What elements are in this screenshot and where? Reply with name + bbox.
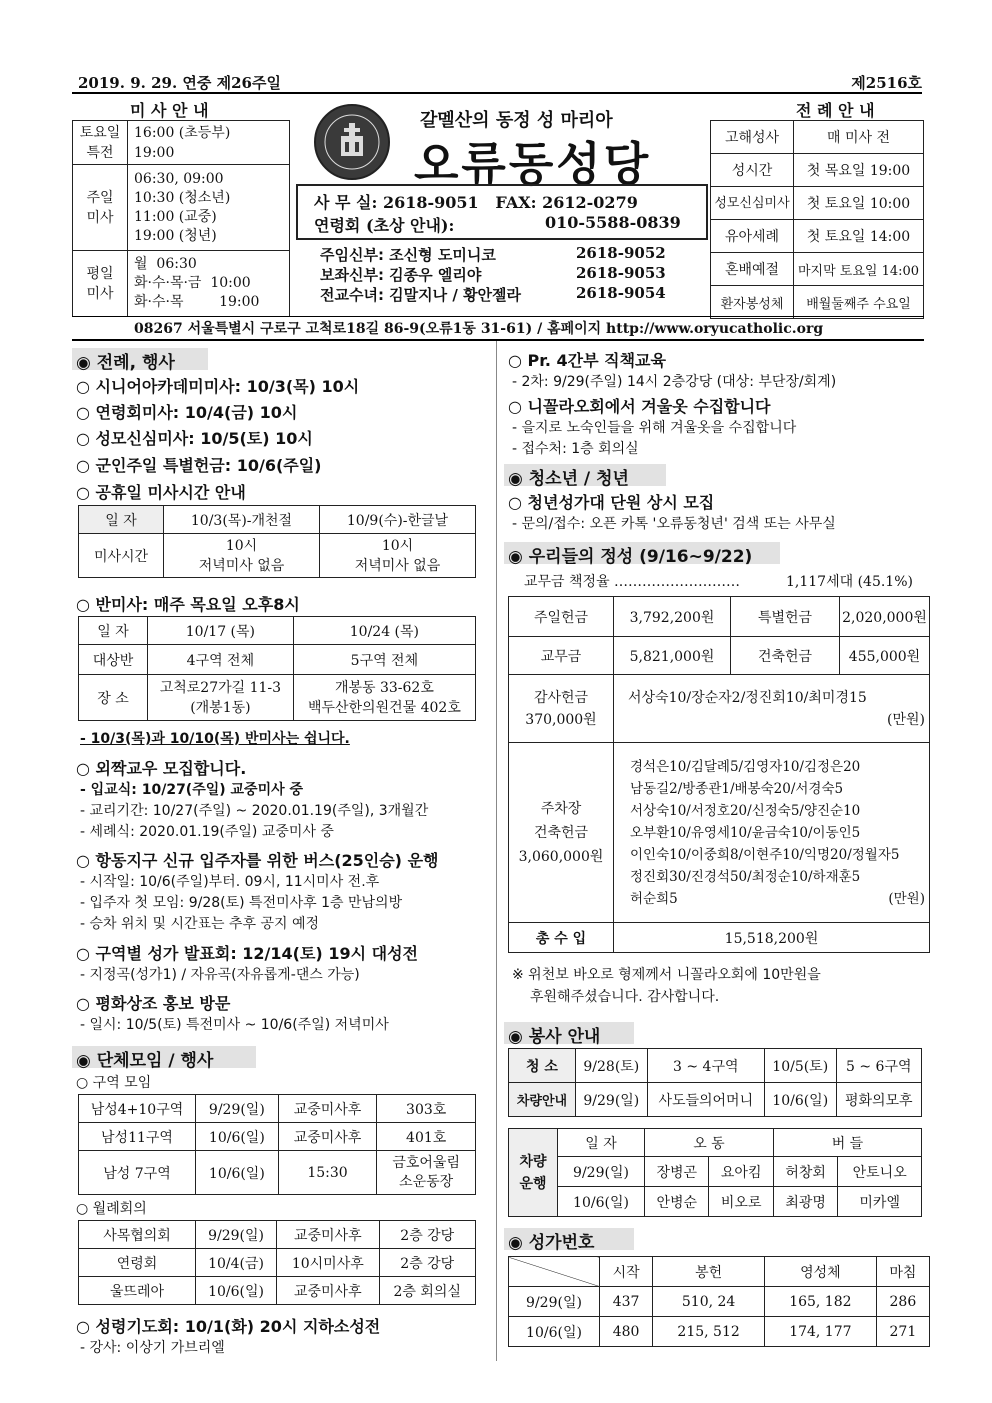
- section-youth: ◉ 청소년 / 청년: [508, 469, 629, 489]
- mass-title: 미 사 안 내: [130, 101, 209, 120]
- table-cell: 교중미사후: [278, 1095, 377, 1123]
- ban-note: - 10/3(목)과 10/10(목) 반미사는 쉽니다.: [80, 731, 350, 747]
- table-cell: 사목협의회: [79, 1221, 196, 1249]
- cell-line: 이인숙10/이중희8/이현주10/익명20/정월자5: [630, 846, 900, 863]
- table-cell: 일 자: [558, 1129, 645, 1157]
- table-cell: [320, 534, 476, 578]
- rites-title: 전 례 안 내: [796, 101, 875, 120]
- pr-line: - 2차: 9/29(주일) 14시 2층강당 (대상: 부단장/회계): [512, 374, 837, 390]
- table-cell: 9/29(일): [196, 1221, 277, 1249]
- item-elder-mass: ○ 연령회미사: 10/4(금) 10시: [76, 403, 298, 422]
- table-cell: 매 미사 전: [794, 121, 924, 154]
- address-rule: [72, 316, 924, 317]
- table-cell: 15:30: [278, 1151, 377, 1195]
- cell-line: [630, 888, 927, 910]
- table-cell: 510, 24: [653, 1287, 765, 1317]
- cell-line: 16:00 (초등부): [134, 124, 231, 141]
- cell-line: 소운동장: [399, 1173, 454, 1190]
- staff-role-2: 보좌신부: 김종우 엘리야: [320, 266, 482, 284]
- cell-line: 서상숙10/장순자2/정진회10/최미경15: [628, 689, 867, 706]
- table-cell: [614, 675, 930, 743]
- table-cell: 남성4+10구역: [79, 1095, 196, 1123]
- cell-line: 주일: [86, 189, 114, 206]
- table-cell: [509, 1129, 558, 1217]
- table-cell: [377, 1151, 476, 1195]
- table-cell: 오 동: [645, 1129, 774, 1157]
- cell-line: 3,060,000원: [518, 848, 604, 865]
- office-phone: 사 무 실: 2618-9051 FAX: 2612-0279: [314, 193, 638, 212]
- cell-line: 화·수·목 19:00: [134, 294, 260, 310]
- cell-line: 고척로27가길 11-3: [159, 679, 282, 696]
- youth-line: - 문의/접수: 오픈 카톡 '오류동청년' 검색 또는 사무실: [512, 516, 836, 532]
- table-cell: 첫 목요일 19:00: [794, 154, 924, 187]
- rate-value: 1,117세대 (45.1%): [786, 574, 913, 590]
- section-service: ◉ 봉사 안내: [508, 1027, 601, 1047]
- cell-line: 미사: [86, 209, 114, 226]
- item-ban-mass: ○ 반미사: 매주 목요일 오후8시: [76, 595, 300, 614]
- parish-logo-icon: [314, 104, 390, 180]
- item-spirit-prayer: ○ 성령기도회: 10/1(화) 20시 지하소성전: [76, 1317, 381, 1336]
- cell-line: 평일: [86, 265, 114, 282]
- table-cell: 10시미사후: [277, 1249, 379, 1277]
- table-cell: 10/6(일): [764, 1083, 836, 1117]
- cell-line: 19:00 (청년): [134, 227, 217, 244]
- table-cell: 성모신심미사: [711, 187, 794, 220]
- district-title: ○ 구역 모임: [76, 1075, 152, 1091]
- bus-line-1: - 시작일: 10/6(주일)부터. 09시, 11시미사 전.후: [80, 874, 380, 890]
- table-cell: 9/29(일): [558, 1157, 645, 1187]
- cell-line: 차량: [519, 1153, 547, 1170]
- thanks-note-1: ※ 위천보 바오로 형제께서 니꼴라오회에 10만원을: [512, 967, 821, 983]
- ban-mass-table: [78, 616, 476, 721]
- table-cell: 480: [600, 1317, 653, 1347]
- table-cell: 마지막 토요일 14:00: [794, 253, 924, 286]
- issue-date: 2019. 9. 29. 연중 제26주일: [78, 74, 281, 92]
- table-cell: 교중미사후: [277, 1221, 379, 1249]
- table-cell: 455,000원: [840, 637, 930, 675]
- table-cell: 286: [876, 1287, 929, 1317]
- waiting-line-1: - 입교식: 10/27(주일) 교중미사 중: [80, 782, 304, 798]
- cell-line: 06:30, 09:00: [134, 170, 224, 187]
- holiday-table: [78, 505, 476, 578]
- section-songs: ◉ 성가번호: [508, 1233, 595, 1253]
- cell-line: (개봉1동): [190, 699, 251, 716]
- item-peace: ○ 평화상조 홍보 방문: [76, 994, 231, 1013]
- table-cell: 요아킴: [709, 1157, 773, 1187]
- table-cell: 2층 강당: [379, 1249, 476, 1277]
- table-cell: [73, 121, 128, 165]
- table-cell: [128, 251, 290, 317]
- table-cell: 주일헌금: [509, 597, 614, 637]
- table-cell: 시작: [600, 1257, 653, 1287]
- cell-line: (만원): [888, 890, 925, 907]
- table-cell: 10/6(일): [558, 1187, 645, 1217]
- table-cell: 청 소: [509, 1049, 576, 1083]
- table-cell: [509, 1257, 600, 1287]
- cell-line: 19:00: [134, 144, 175, 161]
- table-cell: 첫 토요일 14:00: [794, 220, 924, 253]
- table-cell: 303호: [377, 1095, 476, 1123]
- section-liturgy: ◉ 전례, 행사: [76, 353, 175, 373]
- item-youth-choir: ○ 청년성가대 단원 상시 모집: [508, 493, 715, 512]
- nicolas-line-2: - 접수처: 1층 회의실: [512, 441, 639, 457]
- table-cell: [128, 165, 290, 251]
- table-cell: 9/28(토): [576, 1049, 648, 1083]
- table-cell: [128, 121, 290, 165]
- table-cell: 10/6(일): [509, 1317, 600, 1347]
- cell-line: 370,000원: [525, 711, 597, 728]
- address: 08267 서울특별시 구로구 고척로18길 86-9(오류1동 31-61) / 홈페이지 http://www.oryucatholic.org: [134, 321, 824, 337]
- cell-line: 백두산한의원건물 402호: [307, 699, 461, 716]
- table-cell: 연령회: [79, 1249, 196, 1277]
- table-cell: 437: [600, 1287, 653, 1317]
- table-cell: 2층 회의실: [379, 1277, 476, 1305]
- songs-table: [508, 1256, 930, 1347]
- item-military-offering: ○ 군인주일 특별헌금: 10/6(주일): [76, 456, 322, 475]
- table-cell: 9/29(일): [509, 1287, 600, 1317]
- cell-line: 감사헌금: [533, 689, 589, 706]
- cell-line: 저녁미사 없음: [198, 557, 285, 574]
- table-cell: 장 소: [79, 675, 148, 721]
- mass-table: [72, 120, 290, 317]
- thanks-note-2: 후원해주셨습니다. 감사합니다.: [530, 989, 720, 1005]
- table-cell: 401호: [377, 1123, 476, 1151]
- table-cell: 차량안내: [509, 1083, 576, 1117]
- table-cell: 10/17 (목): [148, 617, 294, 645]
- table-cell: 버 들: [773, 1129, 921, 1157]
- offering-table: [508, 596, 930, 953]
- table-cell: 대상반: [79, 645, 148, 675]
- car-table: [508, 1128, 922, 1217]
- monthly-title: ○ 월례회의: [76, 1201, 147, 1217]
- item-pr: ○ Pr. 4간부 직책교육: [508, 351, 666, 370]
- table-cell: 10/3(목)-개천절: [164, 506, 320, 534]
- table-cell: 안병순: [645, 1187, 709, 1217]
- table-cell: 봉헌: [653, 1257, 765, 1287]
- parish-name: 오류동성당: [414, 137, 652, 191]
- table-cell: 성시간: [711, 154, 794, 187]
- cell-line: 건축헌금: [533, 824, 589, 841]
- table-cell: 남성 7구역: [79, 1151, 196, 1195]
- item-waiting: ○ 외짝교우 모집합니다.: [76, 759, 247, 778]
- table-cell: 15,518,200원: [614, 923, 930, 953]
- cell-line: (만원): [887, 711, 925, 728]
- cell-line: 허순희5: [630, 890, 678, 907]
- table-cell: 10/9(수)-한글날: [320, 506, 476, 534]
- table-cell: 비오로: [709, 1187, 773, 1217]
- section-offering: ◉ 우리들의 정성 (9/16~9/22): [508, 547, 753, 567]
- table-cell: 3 ~ 4구역: [647, 1049, 764, 1083]
- table-cell: 안토니오: [838, 1157, 922, 1187]
- cell-line: 경석은10/김달례5/김영자10/김정은20: [630, 758, 861, 775]
- cell-line: 남동길2/방종관1/배봉숙20/서경숙5: [630, 780, 844, 797]
- staff-phone-1: 2618-9052: [576, 244, 666, 262]
- staff-phone-3: 2618-9054: [576, 284, 666, 302]
- table-cell: 환자봉성체: [711, 286, 794, 319]
- table-cell: 10/6(일): [196, 1277, 277, 1305]
- table-cell: 배월둘째주 수요일: [794, 286, 924, 319]
- waiting-line-3: - 세례식: 2020.01.19(주일) 교중미사 중: [80, 824, 334, 840]
- item-marian-mass: ○ 성모신심미사: 10/5(토) 10시: [76, 429, 313, 448]
- table-cell: 혼배예절: [711, 253, 794, 286]
- table-cell: [73, 251, 128, 317]
- elder-phone: 010-5588-0839: [545, 213, 681, 232]
- table-cell: 미사시간: [79, 534, 164, 578]
- cell-line: 11:00 (교중): [134, 208, 217, 225]
- cell-line: 특전: [86, 144, 114, 161]
- table-cell: 교무금: [509, 637, 614, 675]
- table-cell: 영성체: [764, 1257, 876, 1287]
- cell-line: 토요일: [79, 124, 121, 141]
- item-bus: ○ 항동지구 신규 입주자를 위한 버스(25인승) 운행: [76, 851, 439, 870]
- cell-line: 금호어울림: [392, 1154, 460, 1171]
- bus-line-2: - 입주자 첫 모임: 9/28(토) 특전미사후 1층 만남의방: [80, 895, 403, 911]
- table-cell: 총 수 입: [509, 923, 614, 953]
- table-cell: 4구역 전체: [148, 645, 294, 675]
- table-cell: 허창회: [773, 1157, 837, 1187]
- cell-line: 정진회30/진경석50/최정순10/하재훈5: [630, 868, 861, 885]
- cell-line: 미사: [86, 285, 114, 302]
- table-cell: 2층 강당: [379, 1221, 476, 1249]
- rate-label: 교무금 책정율 ………………………: [524, 574, 741, 590]
- district-table: [78, 1094, 476, 1195]
- parish-subtitle: 갈멜산의 동정 성 마리아: [420, 110, 613, 131]
- rites-table: [710, 120, 924, 319]
- table-cell: 사도들의어머니: [647, 1083, 764, 1117]
- hymn-line: - 지정곡(성가1) / 자유곡(자유롭게-댄스 가능): [80, 967, 360, 983]
- table-cell: 9/29(일): [576, 1083, 648, 1117]
- table-cell: 3,792,200원: [614, 597, 731, 637]
- table-cell: 10/24 (목): [293, 617, 475, 645]
- cell-line: 10:30 (청소년): [134, 189, 231, 206]
- bus-line-3: - 승차 위치 및 시간표는 추후 공지 예정: [80, 916, 320, 932]
- table-cell: 고해성사: [711, 121, 794, 154]
- cell-line: 저녁미사 없음: [354, 557, 441, 574]
- table-cell: [73, 165, 128, 251]
- item-hymn-contest: ○ 구역별 성가 발표회: 12/14(토) 19시 대성전: [76, 944, 418, 963]
- table-cell: 장병곤: [645, 1157, 709, 1187]
- table-cell: 최광명: [773, 1187, 837, 1217]
- cell-line: 서상숙10/서정호20/신정숙5/양진순10: [630, 802, 861, 819]
- table-cell: 건축헌금: [731, 637, 840, 675]
- table-cell: 남성11구역: [79, 1123, 196, 1151]
- table-cell: 10/6(일): [196, 1151, 279, 1195]
- table-cell: 5,821,000원: [614, 637, 731, 675]
- table-cell: 5 ~ 6구역: [836, 1049, 921, 1083]
- table-cell: 174, 177: [764, 1317, 876, 1347]
- item-senior-mass: ○ 시니어아카데미미사: 10/3(목) 10시: [76, 377, 360, 396]
- staff-role-1: 주임신부: 조신형 도미니코: [320, 246, 496, 264]
- issue-number: 제2516호: [851, 74, 922, 92]
- table-cell: [509, 743, 614, 923]
- address-rule-bottom: [72, 339, 924, 341]
- peace-line: - 일시: 10/5(토) 특전미사 ~ 10/6(주일) 저녁미사: [80, 1017, 389, 1033]
- staff-role-3: 전교수녀: 김말지나 / 황안젤라: [320, 286, 522, 304]
- section-groups: ◉ 단체모임 / 행사: [76, 1051, 214, 1071]
- table-cell: 미카엘: [838, 1187, 922, 1217]
- service-table: [508, 1048, 922, 1117]
- nicolas-line-1: - 을지로 노숙인들을 위해 겨울옷을 수집합니다: [512, 420, 797, 436]
- table-cell: 일 자: [79, 617, 148, 645]
- cell-line: 월 06:30: [134, 256, 197, 272]
- waiting-line-2: - 교리기간: 10/27(주일) ~ 2020.01.19(주일), 3개월간: [80, 803, 429, 819]
- table-cell: 울뜨레아: [79, 1277, 196, 1305]
- table-cell: 2,020,000원: [840, 597, 930, 637]
- elder-label: 연령회 (초상 안내):: [314, 216, 455, 235]
- table-cell: 유아세례: [711, 220, 794, 253]
- table-cell: 5구역 전체: [293, 645, 475, 675]
- table-cell: 10/4(금): [196, 1249, 277, 1277]
- cell-line: 10시: [225, 537, 258, 554]
- table-cell: 평화의모후: [836, 1083, 921, 1117]
- item-nicolas: ○ 니꼴라오회에서 겨울옷 수집합니다: [508, 397, 771, 416]
- table-cell: [614, 743, 930, 923]
- table-cell: [164, 534, 320, 578]
- cell-line: 개봉동 33-62호: [334, 679, 434, 696]
- table-cell: 9/29(일): [196, 1095, 279, 1123]
- table-cell: 165, 182: [764, 1287, 876, 1317]
- cell-line: 오부환10/유영세10/윤금숙10/이동인5: [630, 824, 861, 841]
- table-cell: 215, 512: [653, 1317, 765, 1347]
- table-cell: 271: [876, 1317, 929, 1347]
- table-cell: [509, 675, 614, 743]
- staff-phone-2: 2618-9053: [576, 264, 666, 282]
- table-cell: 특별헌금: [731, 597, 840, 637]
- table-cell: 10/6(일): [196, 1123, 279, 1151]
- cell-line: 주차장: [540, 800, 582, 817]
- cell-line: 운행: [519, 1175, 547, 1192]
- table-cell: 10/5(토): [764, 1049, 836, 1083]
- table-cell: 첫 토요일 10:00: [794, 187, 924, 220]
- table-cell: [148, 675, 294, 721]
- table-cell: 교중미사후: [278, 1123, 377, 1151]
- cell-line: 10시: [381, 537, 414, 554]
- spirit-line: - 강사: 이상기 가브리엘: [80, 1340, 225, 1356]
- table-cell: 마침: [876, 1257, 929, 1287]
- cell-line: 화·수·목·금 10:00: [134, 275, 251, 291]
- column-divider: [496, 341, 497, 1361]
- table-cell: [293, 675, 475, 721]
- header-rule: [72, 92, 922, 94]
- table-cell: 일 자: [79, 506, 164, 534]
- monthly-table: [78, 1220, 476, 1305]
- item-holiday-mass: ○ 공휴일 미사시간 안내: [76, 483, 246, 502]
- table-cell: 교중미사후: [277, 1277, 379, 1305]
